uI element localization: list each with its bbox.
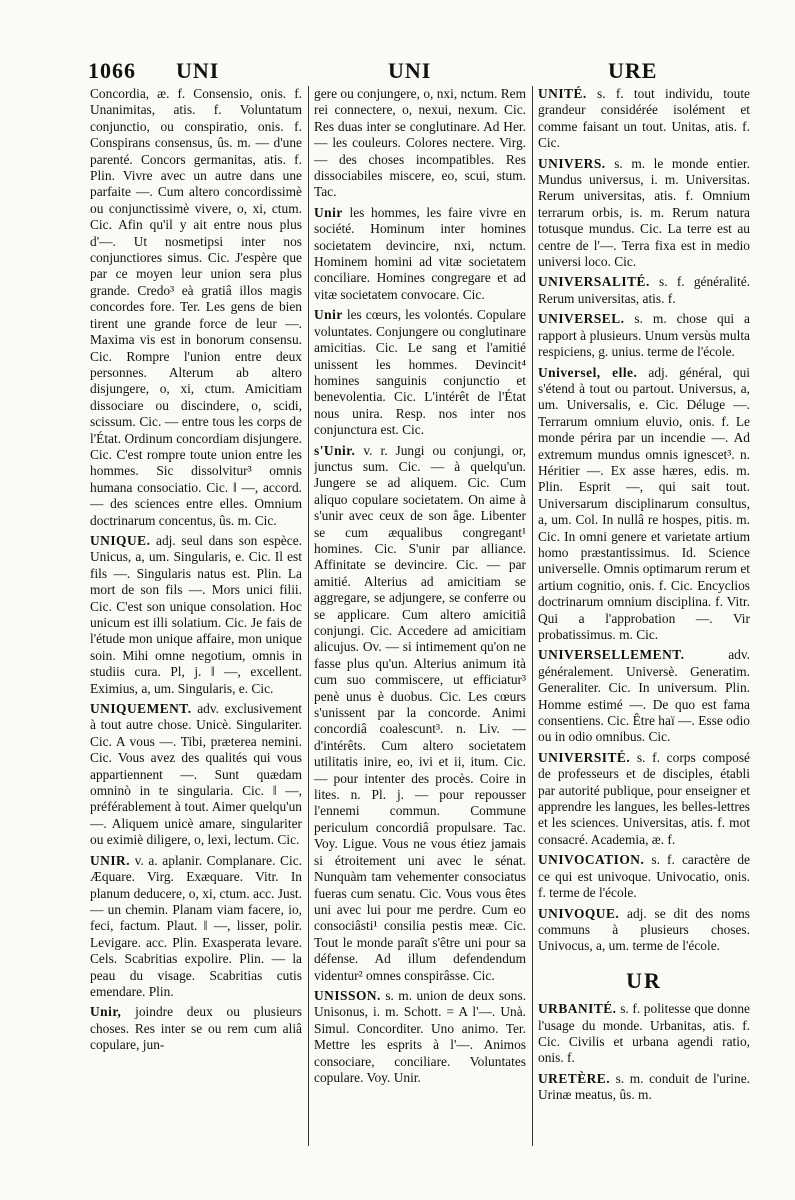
dictionary-entry [314,307,526,438]
entry-text: joindre deux ou plusieurs choses. Res inter se ou rem cum aliâ copulare, jun- [90,1004,302,1053]
entry-headword: UNITÉ. [538,86,587,101]
entry-text: adj. général, qui s'étend à tout ou partout. Universus, a, um. Universalis, e. Cic. Déluge —. Terrarum omnium eluvio, onis. f. Le monde périra par un incendie —. Ad extremum mundus omnis ignescet³. n. Héritier —. Ex asse hæres, edis. m. Plin. Esprit —, qui sait tout. Universarum disciplinarum consultus, a, um. Col. In nullâ re hospes, pitis. m. Cic. In omni genere et varietate artium homo præstantissimus. Id. Science universelle. Omnis optimarum rerum et artium cognitio, onis. f. Cic. Encyclios doctrinarum omnium disciplina. f. Vitr. Qui a l'approbation —. Vir probatissimus. m. Cic. [538,364,750,642]
guide-word-center: UNI [388,58,432,83]
running-header [88,58,747,86]
guide-word-right: URE [608,58,658,83]
dictionary-entry [90,853,302,1001]
dictionary-entry [314,988,526,1086]
entry-headword: Unir [314,307,343,323]
entry-text: adj. seul dans son espèce. Unicus, a, um. Singularis, e. Cic. Il est fils —. Singularis natus est. Plin. La mort de son fils —. Mors unici filii. Cic. C'est son unique consolation. Hoc unicum est illi solatium. Cic. Je fais de l'étude mon unique affaire, mon unique soin. Mihi omne negotium, omnis in studiis cura. Pl, j. ‖ —, excellent. Eximius, a, um. Singularis, e. Cic. [90,532,302,696]
guide-word-left: UNI [176,58,220,83]
entry-text: s. f. politesse que donne l'usage du monde. Urbanitas, atis. f. Cic. Civilis et urbana agendi ratio, onis. f. [538,1001,750,1066]
dictionary-entry [538,1001,750,1067]
entry-text: s. m. union de deux sons. Unisonus, i. m. Schott. = A l'—. Unà. Simul. Concorditer. Uno animo. Ter. Mettre les esprits à l'—. Animos consociare, conciliare. Voluntates copulare. Voy. Unir. [314,987,526,1085]
entry-headword: Unir [314,204,343,220]
page-number: 1066 [88,58,136,83]
entry-headword: s'Unir. [314,442,356,458]
dictionary-entry [538,750,750,848]
column-right [538,86,750,1166]
entry-headword: UNISSON. [314,987,381,1003]
entry-headword: UNIR. [90,852,131,868]
dictionary-entry [538,647,750,745]
column-left [90,86,302,1166]
entry-text: adv. généralement. Universè. Generatim. Generaliter. Cic. In universum. Plin. Homme estimé —. De quo est fama consentiens. Cic. Être haï —. Esse odio ou in odio omnibus. Cic. [538,647,750,745]
entry-text: adv. exclusivement à tout autre chose. Unicè. Singulariter. Cic. A vous —. Tibi, præterea nemini. Cic. Vous avez des qualités qui vous appartiennent —. Sunt quædam omninò in te singularia. Cic. ‖ —, préférablement à tout. Aimer quelqu'un —. Aliquem unicè amare, singulariter ou eximiè diligere, o, lexi, lectum. Cic. [90,701,302,848]
entry-headword: UNIVERSALITÉ. [538,274,650,290]
entry-text: v. r. Jungi ou conjungi, or, junctus sum. Cic. — à quelqu'un. Jungere se ad aliquem. Cic. Cum aliquo copulare societatem. On aime à s'unir avec ceux de son âge. Libenter se cum æqualibus congregant¹ homines. Cic. S'unir par alliance. Affinitate se devincire. Cic. — par amitié. Alterius ad amicitiam se aggregare, se adjungere, se conferre ou se applicare. Cum altero amicitiâ conjungi. Cic. Accedere ad amicitiam alicujus. Ov. — si intimement qu'on ne fasse plus qu'un. Alterius animum ità cum suo commiscere, ut efficiatur³ penè unus è duobus. Cic. Les cœurs s'unissent par la concorde. Animi concordiâ coalescunt³. n. Liv. — d'intérêts. Cum altero societatem utilitatis inire, eo, ivi et ii, itum. Cic. — pour intenter des procès. Coire in lites. n. Pl. j. — pour repousser l'ennemi commun. Commune periculum concordiâ propulsare. Tac. Voy. Ligue. Vous ne vous étiez jamais si étroitement uni avec le sénat. Nunquàm tam vehementer consociatus fueras cum senatu. Cic. Vous vous êtes uni avec lui pour me perdre. Cum eo consociâsti¹ consilia pestis meæ. Cic. Tout le monde paraît s'être uni pour sa défense. Ad illum defendendum videntur² omnes conspirâsse. Cic. [314,442,526,983]
entry-headword: URBANITÉ. [538,1001,617,1017]
entry-headword: UNIVERS. [538,155,606,171]
entry-headword: URETÈRE. [538,1070,611,1086]
text-columns [90,86,754,1166]
dictionary-entry [538,906,750,955]
entry-text: les cœurs, les volontés. Copulare voluntates. Conjungere ou conglutinare amicitias. Cic. Le sang et l'amitié unissent les hommes. Devincit⁴ homines sanguinis conjunctio et benevolentia. Cic. L'intérêt de l'État nous unira. Resp. nos inter nos conjunctura est. Cic. [314,307,526,438]
entry-headword: UNIVOQUE. [538,905,620,921]
entry-text: s. f. tout individu, toute grandeur considérée isolément et comme faisant un tout. Unitas, atis. f. Cic. [538,86,750,151]
entry-text: adj. se dit des noms communs à plusieurs choses. Univocus, a, um. terme de l'école. [538,905,750,954]
dictionary-entry [90,533,302,697]
dictionary-entry [90,1004,302,1053]
entry-headword: Universel, elle. [538,364,638,380]
entry-headword: UNIVERSITÉ. [538,749,631,765]
entry-headword: UNIVERSELLEMENT. [538,647,685,663]
dictionary-entry [538,311,750,360]
entry-text: s. f. caractère de ce qui est univoque. Univocatio, onis. f. terme de l'école. [538,852,750,901]
entry-headword: Unir, [90,1004,122,1020]
dictionary-entry [538,274,750,307]
entry-text: s. m. conduit de l'urine. Urinæ meatus, ûs. m. [538,1070,750,1103]
dictionary-entry [538,86,750,152]
entry-headword: UNIVERSEL. [538,311,625,327]
dictionary-entry [314,443,526,984]
entry-headword: UNIQUEMENT. [90,701,192,717]
section-heading: UR [626,967,662,993]
dictionary-entry [90,701,302,849]
dictionary-entry: Concordia, æ. f. Consensio, onis. f. Unanimitas, atis. f. Voluntatum conjunctio, ou conspiratio, onis. f. Conspirans consensus, ûs. m. — d'une parenté. Concors germanitas, atis. f. Plin. Vivre avec un autre dans une parfaite —. Cum altero concordissimè ou conjunctissimè vivere, o, xi, ctum. Cic. Afin qu'il y ait entre nous plus d'—. Ut nosmetipsi inter nos conjunctiores simus. Cic. J'espère que par ce moyen leur union sera plus grande. Credo³ eà gratiâ illos magis concordes fore. Ter. Les gens de bien tirent une grande force de leur —. Maxima vis est in bonorum consensu. Cic. Rompre l'union entre deux personnes. Alterum ab altero disjungere, o, xi, ctum. Amicitiam dissociare ou discindere, o, scidi, scissum. Cic. — entre tous les corps de l'État. Ordinum concordiam disjungere. Cic. C'est rompre toute union entre les hommes. Sic dissolvitur³ omnis humana consociatio. Cic. ‖ —, accord. — des sciences entre elles. Omnium doctrinarum concentus, ûs. m. Cic. [90,86,302,528]
entry-headword: UNIQUE. [90,532,151,548]
entry-text: s. f. corps composé de professeurs et de disciples, établi par autorité publique, pour enseigner et apprendre les langues, les belles-lettres et les sciences. Universitas, atis. f. mot consacré. Academia, æ. f. [538,749,750,847]
dictionary-entry: gere ou conjungere, o, nxi, nctum. Rem rei connectere, o, nexui, nexum. Cic. Res duas inter se conglutinare. Ad Her. — les couleurs. Colores nectere. Virg. — des choses incompatibles. Res dissociabiles miscere, eo, scui, stum. Tac. [314,86,526,200]
entry-text: v. a. aplanir. Complanare. Cic. Æquare. Virg. Exæquare. Vitr. In planum deducere, o, xi, ctum. acc. Just. — un chemin. Planam viam facere, io, feci, factum. Plaut. ‖ —, lisser, polir. Levigare. acc. Plin. Exasperata levare. Cels. Scabritias expolire. Plin. — la peau du visage. Scabritias cutis emendare. Plin. [90,852,302,999]
entry-text: les hommes, les faire vivre en société. Hominum inter homines societatem devincire, nxi, nctum. Hominem homini ad vitæ societatem conciliare. Homines congregare et ad vitæ societatem convocare. Cic. [314,204,526,302]
dictionary-entry [538,365,750,644]
dictionary-entry [538,1071,750,1104]
entry-headword: UNIVOCATION. [538,852,645,868]
entry-text: s. m. le monde entier. Mundus universus, i. m. Universitas. Rerum universitas, atis. f. Omnium terrarum orbis, is. m. Rerum natura totusque mundus. Cic. La terre est au centre de l'—. Terra fixa est in medio universi loco. Cic. [538,155,750,270]
dictionary-entry [538,156,750,271]
dictionary-entry [538,852,750,901]
entry-text: s. f. généralité. Rerum universitas, atis. f. [538,274,750,306]
column-rule [532,86,533,1146]
column-rule [308,86,309,1146]
column-middle [314,86,526,1166]
dictionary-entry [314,205,526,303]
entry-text: s. m. chose qui a rapport à plusieurs. Unum versùs multa respiciens, g. unius. terme de l'école. [538,311,750,360]
